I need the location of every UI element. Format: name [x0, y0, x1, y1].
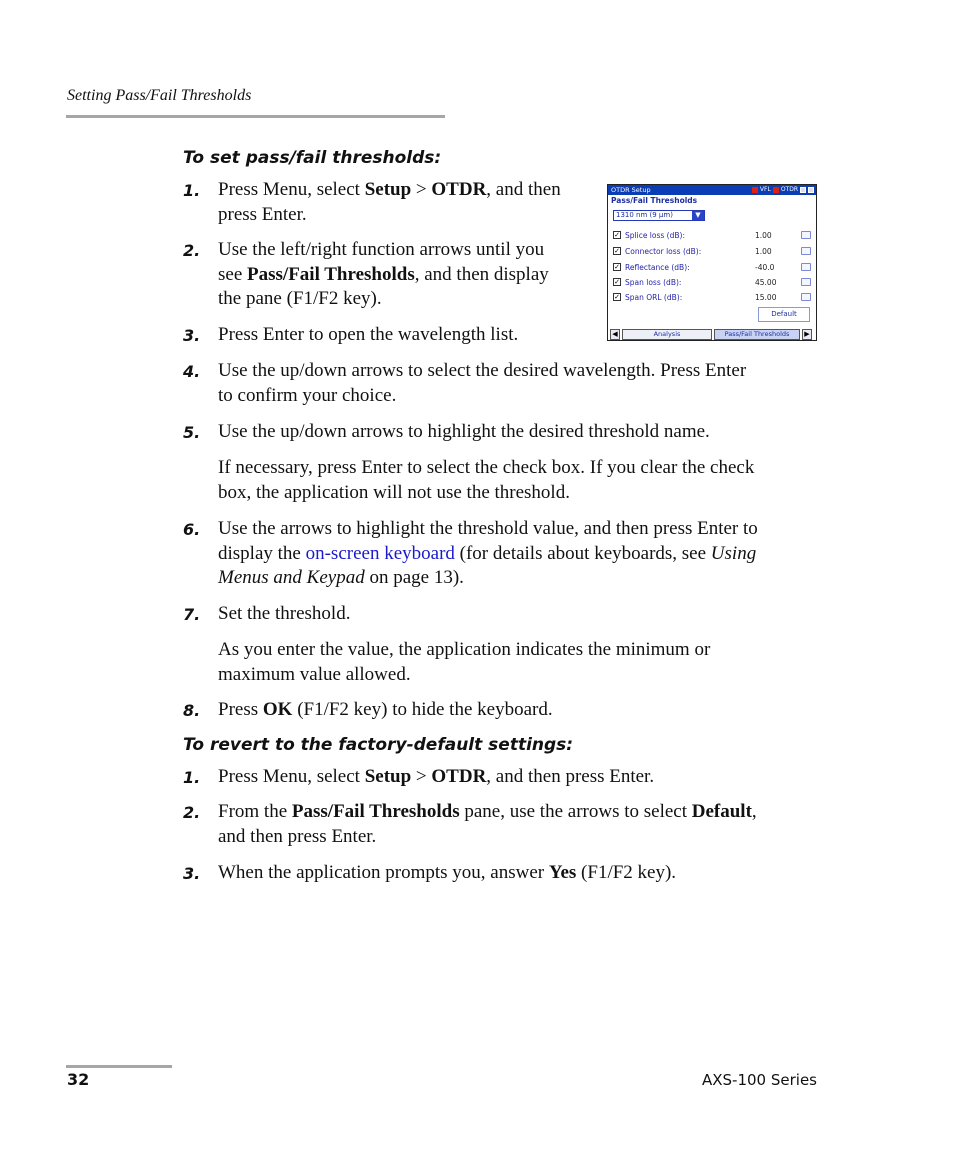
step-text: Use the left/right function arrows until you see Pass/Fail Thresholds, and then display the pane (F1/F2 key). [218, 239, 549, 309]
threshold-value[interactable]: 1.00 [755, 247, 772, 256]
threshold-checkbox[interactable]: ✓ [614, 263, 620, 271]
step-number: 1. [183, 181, 201, 200]
step-text: Use the arrows to highlight the threshold value, and then press Enter to display the on-screen keyboard (for details about keyboards, see Using Menus and Keypad on page 13). [218, 518, 758, 588]
page-number: 32 [67, 1070, 90, 1089]
threshold-value[interactable]: 45.00 [755, 278, 777, 287]
threshold-label: Splice loss (dB): [625, 231, 685, 240]
tab-bar [610, 329, 814, 340]
window-title-bar [608, 185, 816, 195]
threshold-value[interactable]: 15.00 [755, 293, 777, 302]
threshold-label: Span ORL (dB): [625, 293, 683, 302]
step-number: 5. [183, 423, 201, 442]
threshold-checkbox[interactable]: ✓ [614, 293, 620, 301]
step-note: If necessary, press Enter to select the check box. If you clear the check box, the application will not use the threshold. [218, 457, 755, 503]
status-indicators [752, 186, 814, 194]
status-vfl-label: VFL [759, 186, 771, 193]
tab-analysis[interactable]: Analysis [622, 329, 712, 340]
step-text: When the application prompts you, answer Yes (F1/F2 key). [218, 862, 677, 883]
chevron-left-icon[interactable]: ◀ [610, 329, 620, 340]
tab-pass-fail-thresholds[interactable]: Pass/Fail Thresholds [714, 329, 800, 340]
keyboard-icon[interactable] [801, 231, 811, 239]
step-number: 7. [183, 605, 201, 624]
step-text: Press Enter to open the wavelength list. [218, 324, 519, 345]
window-button-icon[interactable] [808, 187, 814, 193]
threshold-row[interactable] [613, 230, 813, 242]
keyboard-icon[interactable] [801, 278, 811, 286]
vfl-status-icon [752, 187, 758, 193]
threshold-label: Span loss (dB): [625, 278, 682, 287]
threshold-value[interactable]: 1.00 [755, 231, 772, 240]
threshold-row[interactable] [613, 262, 813, 274]
step-number: 6. [183, 520, 201, 539]
step-number: 1. [183, 768, 201, 787]
keyboard-icon[interactable] [801, 247, 811, 255]
window-title: OTDR Setup [611, 186, 651, 194]
on-screen-keyboard-link[interactable]: on-screen keyboard [305, 542, 455, 564]
threshold-checkbox[interactable]: ✓ [614, 247, 620, 255]
default-button[interactable]: Default [758, 307, 810, 322]
step-number: 2. [183, 803, 201, 822]
wavelength-select[interactable] [613, 210, 705, 221]
threshold-row[interactable] [613, 277, 813, 289]
step-number: 4. [183, 362, 201, 381]
otdr-status-icon [773, 187, 779, 193]
threshold-row[interactable] [613, 246, 813, 258]
keyboard-icon[interactable] [801, 263, 811, 271]
running-header: Setting Pass/Fail Thresholds [67, 87, 252, 104]
threshold-checkbox[interactable]: ✓ [614, 231, 620, 239]
status-otdr-label: OTDR [780, 186, 798, 193]
chevron-right-icon[interactable]: ▶ [802, 329, 812, 340]
step-text: Use the up/down arrows to highlight the desired threshold name. [218, 421, 710, 442]
step-note: As you enter the value, the application indicates the minimum or maximum value allowed. [218, 639, 711, 685]
threshold-value[interactable]: -40.0 [755, 263, 775, 272]
step-text: Use the up/down arrows to select the desired wavelength. Press Enter to confirm your choice. [218, 360, 747, 406]
step-text: Press Menu, select Setup > OTDR, and then press Enter. [218, 179, 561, 225]
step-text: Set the threshold. [218, 603, 351, 624]
step-text: Press Menu, select Setup > OTDR, and then press Enter. [218, 766, 655, 787]
footer-rule [66, 1065, 172, 1068]
pane-title: Pass/Fail Thresholds [611, 196, 698, 205]
keyboard-icon[interactable] [801, 293, 811, 301]
threshold-checkbox[interactable]: ✓ [614, 278, 620, 286]
window-button-icon[interactable] [800, 187, 806, 193]
step-number: 3. [183, 864, 201, 883]
wavelength-value: 1310 nm (9 µm) [616, 211, 673, 219]
step-text: Press OK (F1/F2 key) to hide the keyboard. [218, 699, 553, 720]
step-text: From the Pass/Fail Thresholds pane, use the arrows to select Default, and then press Enter. [218, 801, 757, 847]
step-number: 3. [183, 326, 201, 345]
chevron-down-icon[interactable]: ▼ [692, 211, 704, 220]
threshold-label: Connector loss (dB): [625, 247, 702, 256]
step-number: 2. [183, 241, 201, 260]
threshold-label: Reflectance (dB): [625, 263, 690, 272]
section-heading-revert-defaults: To revert to the factory-default settings: [183, 735, 574, 755]
header-rule [66, 115, 445, 118]
step-number: 8. [183, 701, 201, 720]
otdr-setup-screenshot [607, 184, 817, 341]
threshold-row[interactable] [613, 292, 813, 304]
product-series: AXS-100 Series [702, 1071, 817, 1089]
section-heading-set-thresholds: To set pass/fail thresholds: [183, 148, 442, 168]
